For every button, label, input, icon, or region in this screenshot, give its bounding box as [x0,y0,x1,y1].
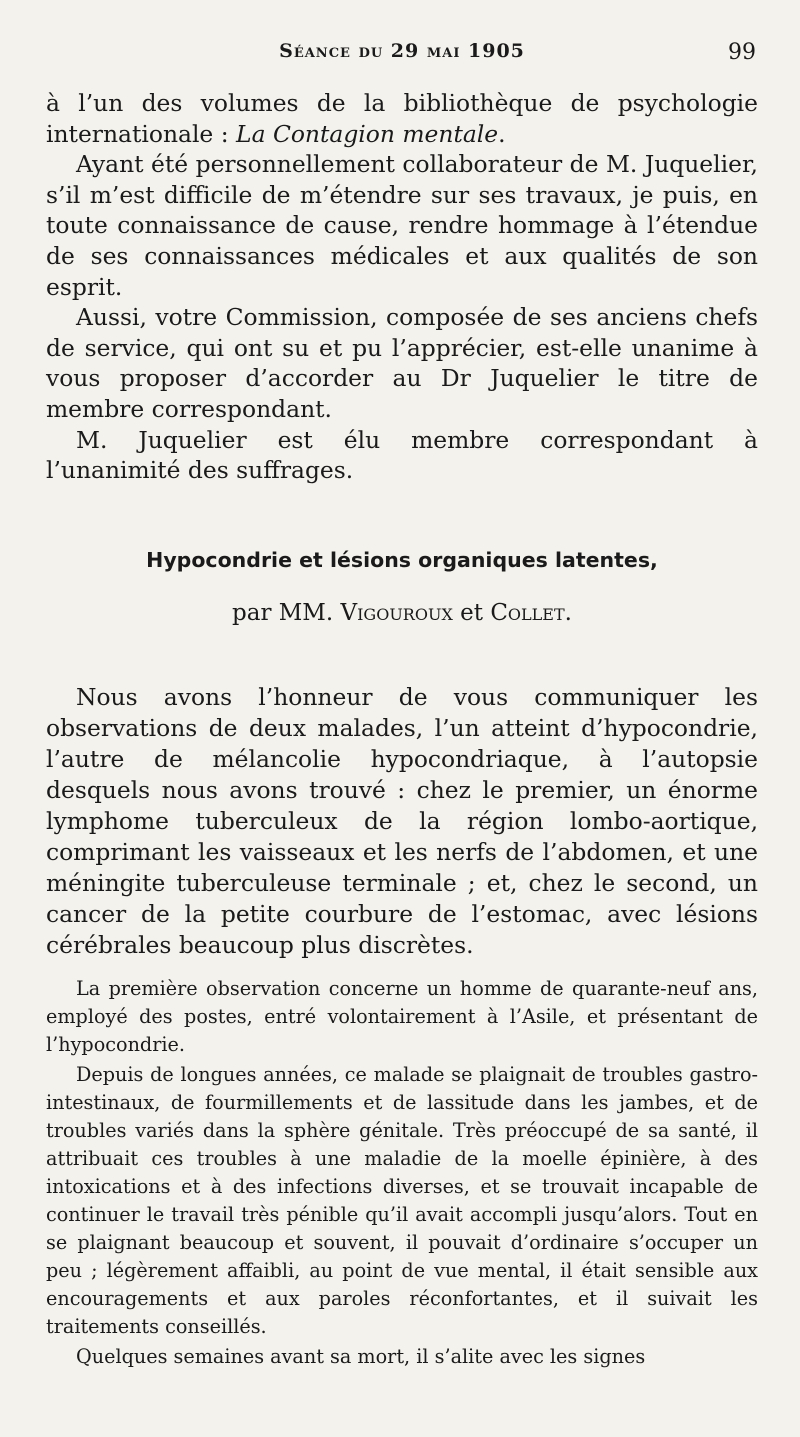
body-paragraph: Depuis de longues années, ce malade se plaignait de troubles gastro-intestinaux, de fourmillements et de lassitude dans les jambes, et de troubles variés dans la sphère génitale. Très préoccupé de sa santé, il attribuait ces troubles à une maladie de la moelle épinière, à des intoxications et à des infections diverses, et se trouvait incapable de continuer le travail très pénible qu’il avait accompli jusqu’alors. Tout en se plaignant beaucoup et souvent, il pouvait d’ordinaire s’occuper un peu ; légèrement affaibli, au point de vue mental, il était sensible aux encouragements et aux paroles réconfortantes, et il suivait les traitements conseillés. [46,1062,758,1338]
byline-and: et [452,599,491,626]
paragraph-end: . [498,119,506,148]
body-paragraph: Quelques semaines avant sa mort, il s’alite avec les signes [76,1344,646,1368]
author-name: Collet [490,599,565,626]
byline-prefix: par MM. [232,599,341,626]
author-name: Vigouroux [340,599,453,626]
report-conclusion [46,88,758,486]
paragraph-library-reference [46,88,758,149]
paragraph-text: à l’un des volumes de la bibliothèque de psychologie internationale : [46,89,758,148]
running-header [46,40,758,74]
article-body [46,975,758,1371]
paragraph-election: M. Juquelier est élu membre correspondant à l’unanimité des suffrages. [46,425,758,485]
paragraph-collaborator: Ayant été personnellement collaborateur de M. Juquelier, s’il m’est difficile de m’étendre sur ses travaux, je puis, en toute connaissance de cause, rendre hommage à l’étendue de ses connaissances médicales et aux qualités de son esprit. [46,150,758,301]
page-number: 99 [728,40,756,65]
paragraph-commission: Aussi, votre Commission, composée de ses anciens chefs de service, qui ont su et pu l’apprécier, est-elle unanime à vous proposer d’accorder au Dr Juquelier le titre de membre correspondant. [46,303,758,423]
book-title: La Contagion mentale [236,119,499,148]
running-title: Séance du 29 mai 1905 [279,40,525,62]
body-paragraph: La première observation concerne un homme de quarante-neuf ans, employé des postes, entré volontairement à l’Asile, et présentant de l’hypocondrie. [46,976,758,1056]
article-byline [46,600,758,626]
abstract-paragraph: Nous avons l’honneur de vous communiquer les observations de deux malades, l’un atteint d’hypocondrie, l’autre de mélancolie hypocondriaque, à l’autopsie desquels nous avons trouvé : chez le premier, un énorme lymphome tuberculeux de la région lombo-aortique, comprimant les vaisseaux et les nerfs de l’abdomen, et une méningite tuberculeuse terminale ; et, chez le second, un cancer de la petite courbure de l’estomac, avec lésions cérébrales beaucoup plus discrètes. [46,682,758,959]
article-title: Hypocondrie et lésions organiques latentes, [146,547,658,572]
byline-suffix: . [564,599,572,626]
article-abstract [46,682,758,961]
